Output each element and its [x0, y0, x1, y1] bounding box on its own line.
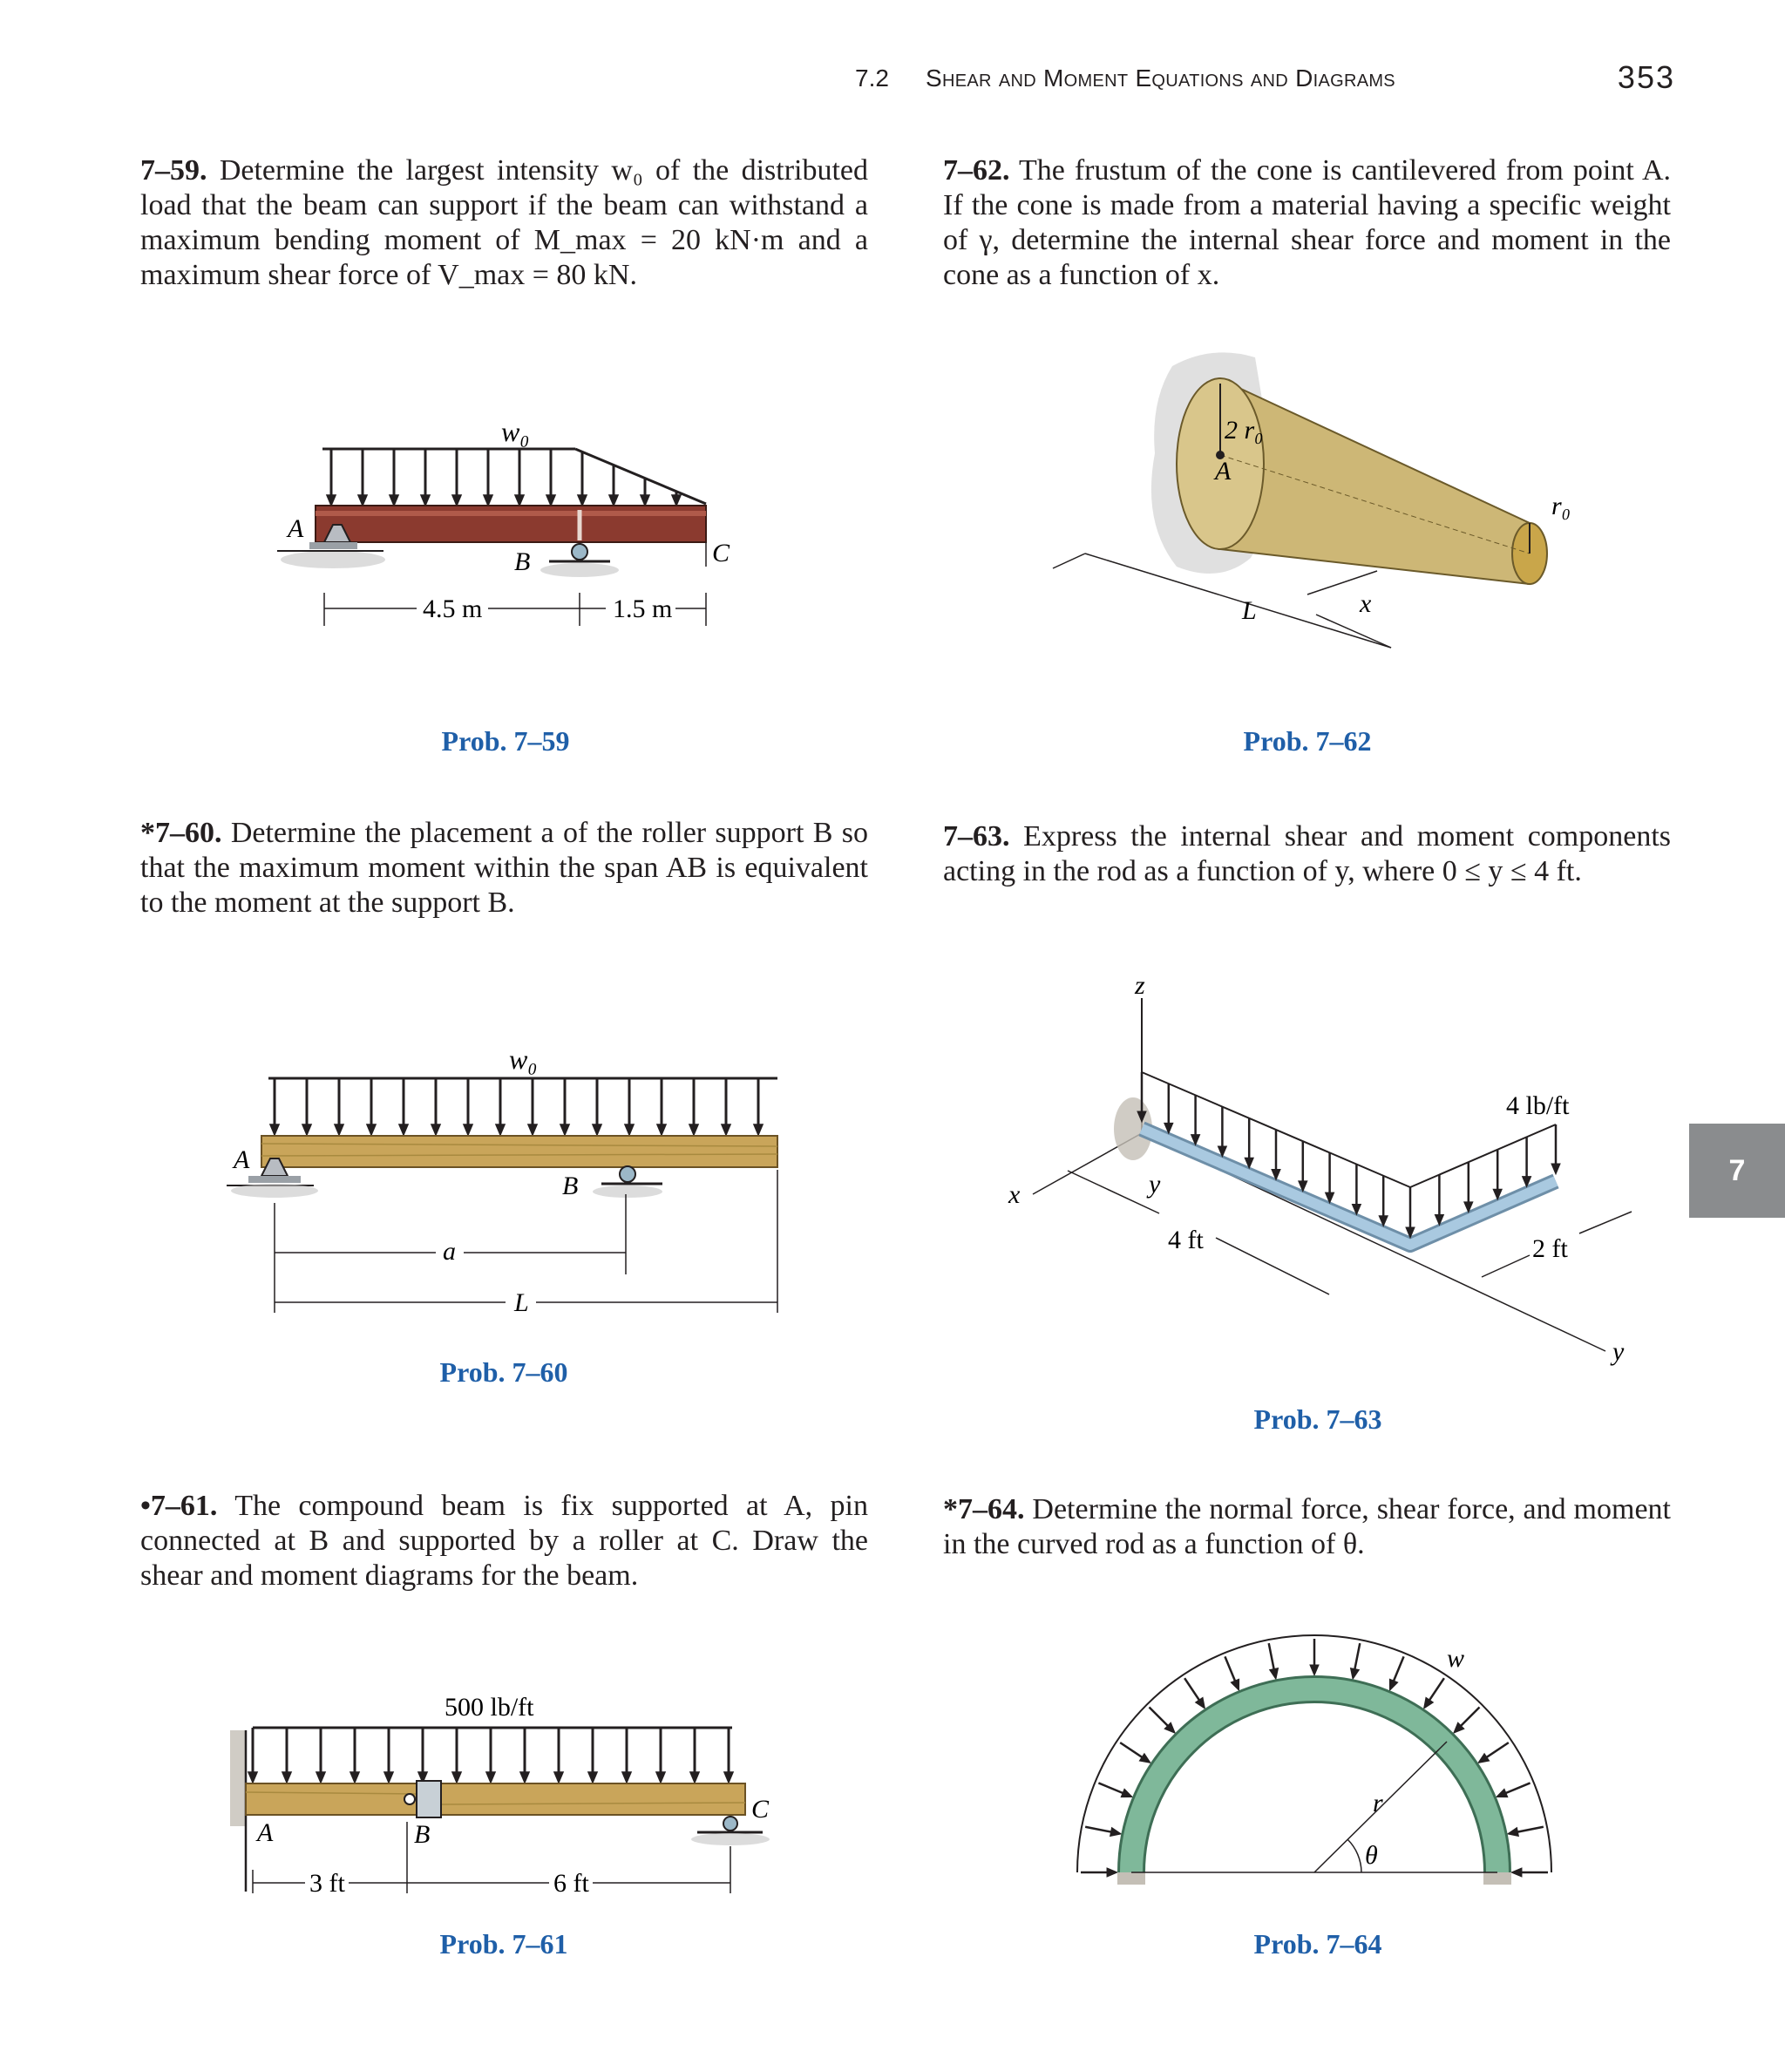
figure-7-64: [1063, 1621, 1551, 1900]
figure-caption: Prob. 7–61: [439, 1928, 568, 1960]
dimension-label: 1.5 m: [613, 594, 673, 623]
problem-number: *7–64.: [943, 1493, 1025, 1525]
pin-connector-B: [417, 1781, 441, 1817]
figure-7-62: [1046, 344, 1586, 667]
dimension-label: 4 ft: [1168, 1226, 1204, 1254]
label-A: A: [257, 1818, 274, 1847]
figure-caption: Prob. 7–62: [1243, 725, 1372, 757]
figure-caption: Prob. 7–64: [1253, 1928, 1382, 1960]
load-label: w: [1447, 1644, 1465, 1673]
wood-beam: [261, 1136, 777, 1167]
running-header: [0, 56, 1785, 108]
figure-7-60: [218, 1037, 793, 1325]
coordinate-label: y: [1149, 1170, 1161, 1199]
section-title: Shear and Moment Equations and Diagrams: [926, 65, 1395, 92]
dimension-label: 4.5 m: [423, 594, 483, 623]
problem-statement: The compound beam is fix supported at A, pin connected at B and supported by a roller at C. Draw the shear and moment diagrams for the beam.: [140, 1490, 868, 1592]
figure-7-61: [227, 1682, 802, 1909]
distributed-load-arrows: [249, 1728, 732, 1781]
radius-label: r₀: [1551, 492, 1571, 520]
problem-7-63: [943, 819, 1671, 889]
figure-caption: Prob. 7–60: [439, 1356, 568, 1388]
cone-frustum: [1220, 379, 1530, 584]
dimension-label: a: [443, 1237, 456, 1266]
distributed-load-arrows: [271, 1078, 762, 1133]
radius-label: 2 r₀: [1225, 416, 1264, 445]
figure-7-59: [261, 401, 750, 645]
figure-caption: Prob. 7–59: [441, 725, 570, 757]
load-label: w₀: [509, 1043, 538, 1075]
fixed-wall: [230, 1730, 246, 1826]
label-A: A: [1215, 457, 1232, 486]
distributed-load-arrows: [328, 449, 680, 504]
dimension-label: 2 ft: [1532, 1234, 1568, 1263]
label-B: B: [414, 1820, 431, 1849]
wood-beam-AB: [246, 1783, 418, 1815]
wood-beam-BC: [436, 1783, 745, 1815]
axis-label: z: [1135, 971, 1145, 1000]
label-A: A: [288, 514, 304, 543]
problem-7-64: [943, 1492, 1671, 1562]
label-C: C: [712, 539, 730, 567]
dimension-label: 3 ft: [309, 1869, 345, 1898]
label-B: B: [562, 1172, 579, 1200]
curved-rod: [1131, 1689, 1497, 1872]
problem-statement: Express the internal shear and moment components acting in the rod as a function of y, where 0 ≤ y ≤ 4 ft.: [943, 820, 1671, 887]
problem-7-62: [943, 153, 1671, 293]
dimension-label: 6 ft: [553, 1869, 589, 1898]
problem-number: *7–60.: [140, 817, 222, 849]
problem-statement: The frustum of the cone is cantilevered from point A. If the cone is made from a material having a specific weight of γ, determine the internal shear force and moment in the cone as a function of x.: [943, 154, 1671, 291]
chapter-tab: 7: [1689, 1124, 1785, 1218]
problem-number: 7–59.: [140, 154, 207, 187]
problem-7-61: [140, 1489, 868, 1593]
label-C: C: [751, 1795, 770, 1824]
angle-label: θ: [1365, 1841, 1378, 1870]
figure-caption: Prob. 7–63: [1253, 1403, 1382, 1435]
load-label: w₀: [501, 416, 530, 447]
problem-7-59: [140, 153, 868, 293]
problem-number: 7–63.: [943, 820, 1010, 853]
coordinate-label: x: [1360, 589, 1372, 618]
axis-label: x: [1008, 1180, 1021, 1209]
roller-B: [620, 1166, 635, 1182]
radial-load-arrows: [1081, 1639, 1548, 1876]
problem-statement: Determine the normal force, shear force, and moment in the curved rod as a function of θ.: [943, 1493, 1671, 1560]
problem-number: •7–61.: [140, 1490, 218, 1522]
page-number: 353: [1617, 59, 1675, 95]
roller-B: [572, 544, 587, 560]
axis-label: y: [1612, 1337, 1625, 1366]
figure-7-63: [994, 968, 1656, 1369]
radius-label: r: [1373, 1789, 1383, 1817]
problem-number: 7–62.: [943, 154, 1010, 187]
label-A: A: [234, 1145, 250, 1174]
problem-7-60: [140, 816, 868, 921]
load-label: 4 lb/ft: [1506, 1091, 1570, 1120]
label-B: B: [514, 547, 531, 576]
length-label: L: [1242, 596, 1257, 625]
problem-statement: Determine the placement a of the roller support B so that the maximum moment within the span AB is equivalent to the moment at the support B.: [140, 817, 868, 919]
problem-statement: Determine the largest intensity w₀ of the distributed load that the beam can support if the beam can withstand a maximum bending moment of M_max = 20 kN·m and a maximum shear force of V_max = 80 kN.: [140, 154, 869, 291]
rod: [1142, 1129, 1556, 1245]
load-label: 500 lb/ft: [445, 1693, 534, 1722]
section-number: 7.2: [855, 65, 889, 92]
roller-C: [723, 1817, 737, 1831]
dimension-label: L: [514, 1288, 529, 1317]
